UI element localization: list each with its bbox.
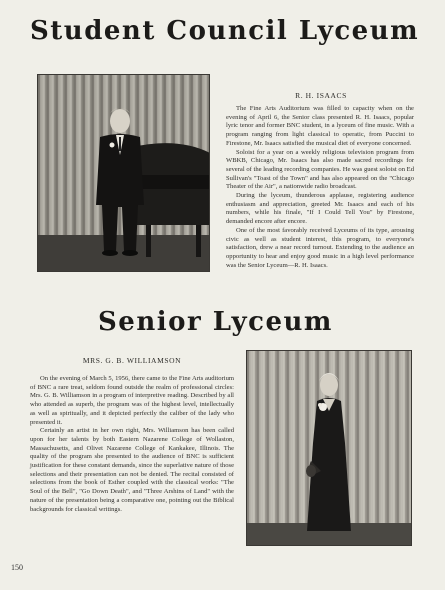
isaacs-article	[226, 105, 414, 270]
williamson-photo-image	[247, 351, 412, 546]
isaacs-paragraph: The Fine Arts Auditorium was filled to capacity when on the evening of April 6, the Senior class presented R. H. Isaacs, popular lyric tenor and former BNC student, in a lyceum of fine music. With a program ranging from light classical to operatic, from Puccini to Firestone, Mr. Isaacs satisfied the musical diet of everyone concerned.	[226, 105, 414, 147]
isaacs-byline: R. H. ISAACS	[295, 91, 347, 100]
williamson-byline: MRS. G. B. WILLIAMSON	[82, 356, 182, 365]
isaacs-paragraph: During the lyceum, thunderous applause, registering audience enthusiasm and appreciation, greeted Mr. Isaacs and each of his numbers, while his finale, "If I Could Tell You" by Firestone, demanded encore after encore.	[226, 192, 414, 226]
student-council-lyceum-heading: Student Council Lyceum	[30, 16, 420, 46]
senior-lyceum-heading: Senior Lyceum	[98, 307, 333, 337]
williamson-paragraph: On the evening of March 5, 1956, there came to the Fine Arts auditorium of BNC a rare treat, seldom found outside the realm of professional circles: Mrs. G. B. Williamson in a program of interpretive reading. Described by all who attended as superb, the program was of the highest level, intellectually as well as spiritually, and it depicted perfectly the caliber of the lady who presented it.	[30, 375, 234, 426]
williamson-article	[30, 375, 234, 514]
isaacs-paragraph: One of the most favorably received Lyceums of its type, arousing civic as well as student interest, this program, to everyone's satisfaction, drew a near record turnout. Extending to the audience an opportunity to hear and enjoy good music in a high level performance was the Senior Lyceum—R. H. Isaacs.	[226, 226, 414, 269]
page-number: 150	[11, 563, 23, 572]
williamson-paragraph: Certainly an artist in her own right, Mrs. Williamson has been called upon for her talents by both Eastern Nazarene College of Wollaston, Massachusetts, and Olivet Nazarene College of Kankakee, Illinois. The quality of the program she presented to the audience of BNC is sufficient justification for these constant demands, since the superlative nature of those selections and their presentation can not be denied. The recital consisted of selections from the book of Esther coupled with the classical works: "The Soul of the Bell", "Go Down Death", and "Three Arshins of Land" with the nature of the presentation being a comparative one, pointing out the Biblical backgrounds for classical writings.	[30, 427, 234, 513]
isaacs-photo	[37, 74, 210, 272]
isaacs-photo-image	[38, 75, 210, 272]
isaacs-paragraph: Soloist for a year on a weekly religious television program from WBKB, Chicago, Mr. Isaacs has also made sacred recordings for several of the leading recording companies. He was guest soloist on Ed Sullivan's "Toast of the Town" and has also appeared on the "Chicago Theater of the Air", a nationwide radio broadcast.	[226, 148, 414, 191]
williamson-photo	[246, 350, 412, 546]
